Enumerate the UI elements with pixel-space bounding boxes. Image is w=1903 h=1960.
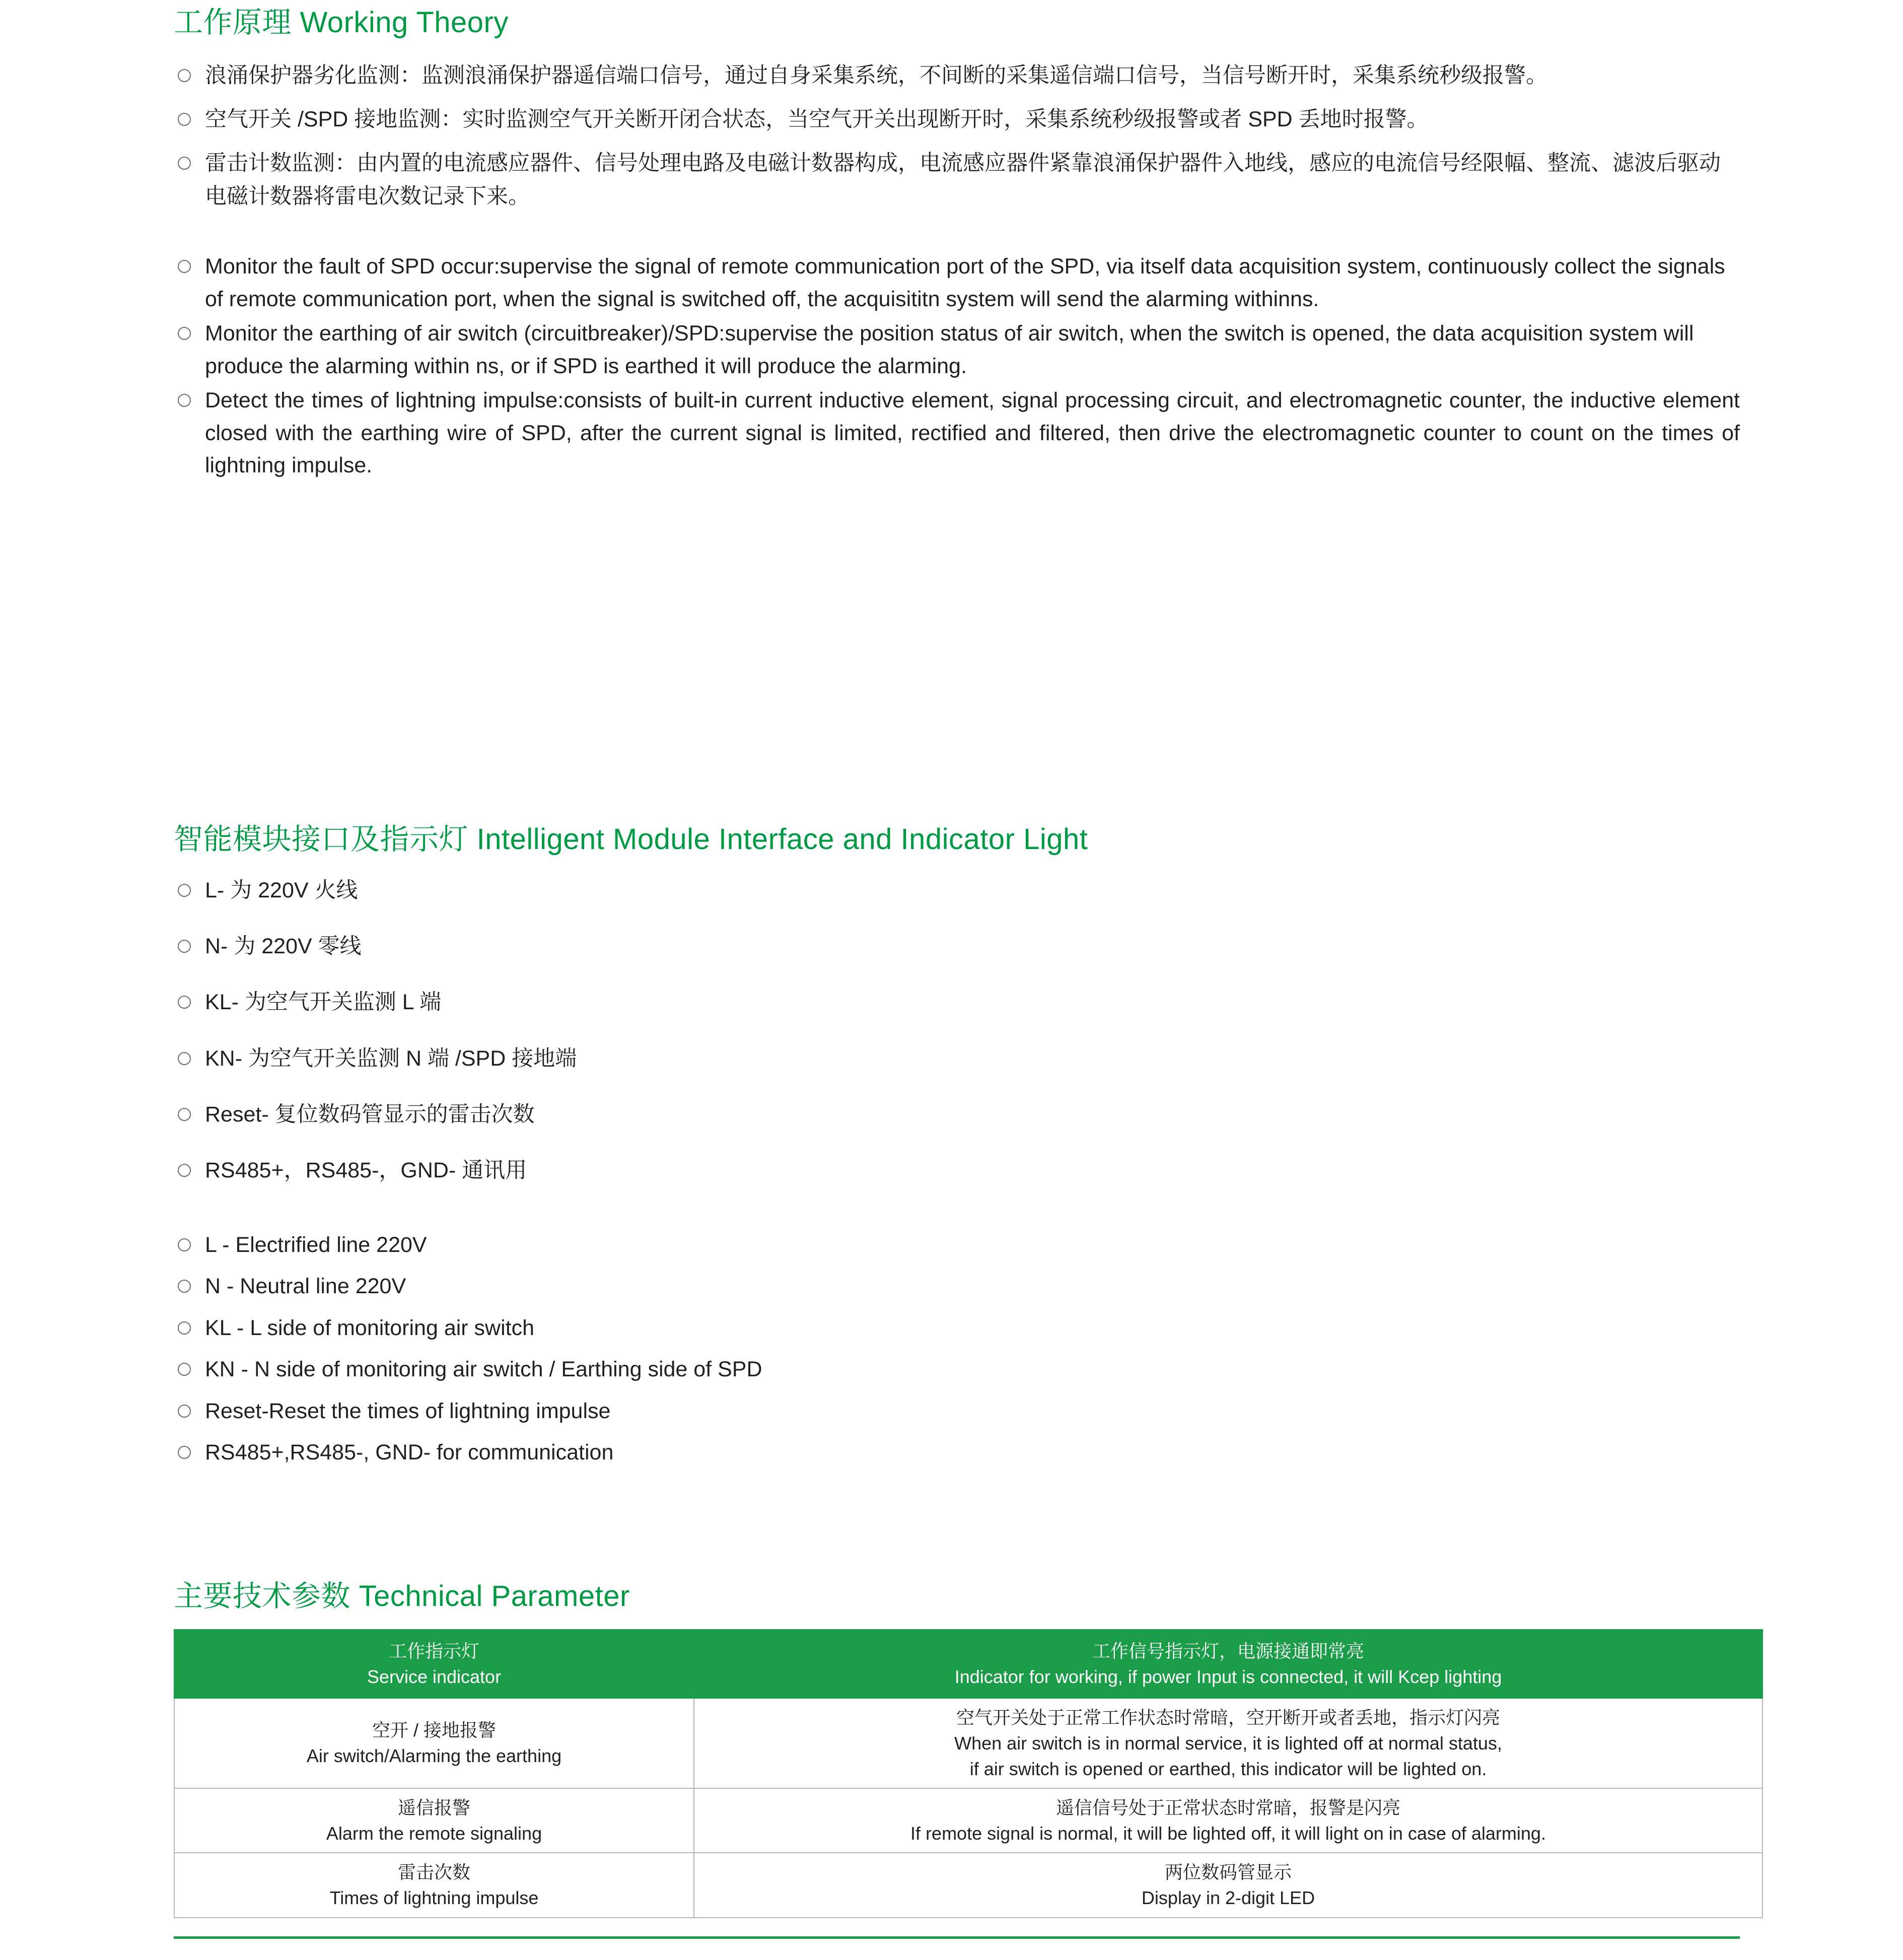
circle-bullet-icon xyxy=(178,327,191,340)
circle-bullet-icon xyxy=(178,940,191,953)
list-item xyxy=(174,317,1740,382)
cell-line-en2: if air switch is opened or earthed, this indicator will be lighted on. xyxy=(969,1759,1487,1780)
list-item xyxy=(174,930,1740,963)
list-item-text: 雷击计数监测：由内置的电流感应器件、信号处理电路及电磁计数器构成，电流感应器件紧靠浪涌保护器件入地线，感应的电流信号经限幅、整流、滤波后驱动电磁计数器将雷电次数记录下来。 xyxy=(205,151,1721,208)
list-item xyxy=(174,1436,1740,1469)
table-cell-indicator-name xyxy=(174,1788,694,1853)
working-theory-title: 工作原理 Working Theory xyxy=(174,6,509,39)
list-item-text: L - Electrified line 220V xyxy=(205,1232,427,1257)
list-item-text: Reset-Reset the times of lightning impulse xyxy=(205,1398,611,1423)
module-interface-title: 智能模块接口及指示灯 Intelligent Module Interface and Indicator Light xyxy=(174,823,1088,856)
circle-bullet-icon xyxy=(178,884,191,897)
table-cell-indicator-name xyxy=(174,1630,694,1698)
list-item xyxy=(174,250,1740,315)
list-item xyxy=(174,1098,1740,1131)
list-item xyxy=(174,1395,1740,1428)
working-theory-en-list xyxy=(174,250,1740,482)
circle-bullet-icon xyxy=(178,1108,191,1121)
circle-bullet-icon xyxy=(178,1052,191,1065)
cell-line-cn: 空气开关处于正常工作状态时常暗，空开断开或者丢地，指示灯闪亮 xyxy=(956,1707,1500,1728)
module-interface-cn-list xyxy=(174,874,1740,1187)
cell-line-en: Indicator for working, if power Input is connected, it will Kcep lighting xyxy=(954,1666,1502,1687)
cell-line-cn: 遥信信号处于正常状态时常暗，报警是闪亮 xyxy=(1055,1797,1400,1818)
list-item-text: Reset- 复位数码管显示的雷击次数 xyxy=(205,1102,535,1127)
section-working-theory xyxy=(174,5,1740,484)
list-item xyxy=(174,103,1740,136)
table-cell-indicator-desc xyxy=(694,1630,1763,1698)
cell-line-en: Times of lightning impulse xyxy=(329,1887,539,1909)
list-item-text: 空气开关 /SPD 接地监测：实时监测空气开关断开闭合状态，当空气开关出现断开时，采集系统秒级报警或者 SPD 丢地时报警。 xyxy=(205,107,1429,131)
list-item-text: KN- 为空气开关监测 N 端 /SPD 接地端 xyxy=(205,1046,577,1071)
list-item-text: KL - L side of monitoring air switch xyxy=(205,1315,535,1340)
circle-bullet-icon xyxy=(178,260,191,273)
cell-line-en: Air switch/Alarming the earthing xyxy=(306,1745,562,1767)
circle-bullet-icon xyxy=(178,394,191,407)
circle-bullet-icon xyxy=(178,996,191,1009)
working-theory-cn-list xyxy=(174,59,1740,213)
list-item xyxy=(174,1154,1740,1187)
circle-bullet-icon xyxy=(178,1238,191,1251)
technical-parameter-title: 主要技术参数 Technical Parameter xyxy=(174,1580,630,1613)
list-item-text: L- 为 220V 火线 xyxy=(205,878,358,902)
cell-line-en: If remote signal is normal, it will be lighted off, it will light on in case of alarming. xyxy=(910,1823,1546,1844)
list-item-text: Detect the times of lightning impulse:consists of built-in current inductive element, signal processing circuit, and electromagnetic counter, the inductive element closed with the earthing wire of SPD, after the current signal is limited, rectified and filtered, then drive the electromagnetic counter to count on the times of lightning impulse. xyxy=(205,388,1740,478)
list-item xyxy=(174,1042,1740,1075)
list-item xyxy=(174,874,1740,907)
cell-line-cn: 两位数码管显示 xyxy=(1164,1862,1292,1883)
cell-line-cn: 工作信号指示灯，电源接通即常亮 xyxy=(1092,1640,1364,1661)
circle-bullet-icon xyxy=(178,69,191,82)
technical-parameter-table xyxy=(174,1629,1763,1918)
list-item xyxy=(174,147,1740,213)
circle-bullet-icon xyxy=(178,1405,191,1418)
list-item xyxy=(174,1229,1740,1262)
circle-bullet-icon xyxy=(178,1363,191,1376)
cell-line-en: When air switch is in normal service, it is lighted off at normal status, xyxy=(954,1732,1502,1754)
table-cell-indicator-name xyxy=(174,1853,694,1917)
cell-line-cn: 遥信报警 xyxy=(397,1797,470,1818)
spacer xyxy=(174,1211,1740,1229)
list-item-text: KL- 为空气开关监测 L 端 xyxy=(205,990,442,1015)
section-module-interface xyxy=(174,822,1740,1478)
list-item xyxy=(174,384,1740,482)
cell-line-en: Display in 2-digit LED xyxy=(1141,1887,1315,1909)
list-item-text: 浪涌保护器劣化监测：监测浪涌保护器遥信端口信号，通过自身采集系统，不间断的采集遥信端口信号，当信号断开时，采集系统秒级报警。 xyxy=(205,63,1547,88)
cell-line-cn: 雷击次数 xyxy=(397,1862,470,1883)
table-row xyxy=(174,1788,1763,1853)
list-item xyxy=(174,986,1740,1019)
bottom-green-rule xyxy=(174,1936,1740,1939)
table-row xyxy=(174,1698,1763,1788)
list-item-text: RS485+,RS485-, GND- for communication xyxy=(205,1440,614,1465)
cell-line-en: Service indicator xyxy=(367,1666,502,1687)
list-item xyxy=(174,59,1740,92)
list-item-text: Monitor the fault of SPD occur:supervise the signal of remote communication port of the SPD, via itself data acquisition system, continuously collect the signals of remote communication port, when the signal is switched off, the acquisititn system will send the alarming withinns. xyxy=(205,254,1725,311)
table-row xyxy=(174,1630,1763,1698)
cell-line-cn: 空开 / 接地报警 xyxy=(372,1720,496,1741)
table-cell-indicator-desc xyxy=(694,1788,1763,1853)
cell-line-en: Alarm the remote signaling xyxy=(326,1823,542,1844)
circle-bullet-icon xyxy=(178,1280,191,1293)
circle-bullet-icon xyxy=(178,157,191,170)
circle-bullet-icon xyxy=(178,1446,191,1459)
list-item xyxy=(174,1312,1740,1345)
spacer xyxy=(174,224,1740,250)
list-item-text: N- 为 220V 零线 xyxy=(205,934,362,958)
section-technical-parameter xyxy=(174,1579,1740,1918)
list-item xyxy=(174,1270,1740,1303)
list-item-text: RS485+，RS485-，GND- 通讯用 xyxy=(205,1158,527,1183)
list-item-text: N - Neutral line 220V xyxy=(205,1274,406,1299)
table-cell-indicator-desc xyxy=(694,1853,1763,1917)
list-item-text: Monitor the earthing of air switch (circuitbreaker)/SPD:supervise the position status of air switch, when the switch is opened, the data acquisition system will produce the alarming within ns, or if SPD is earthed it will produce the alarming. xyxy=(205,321,1694,378)
circle-bullet-icon xyxy=(178,1321,191,1335)
circle-bullet-icon xyxy=(178,113,191,126)
list-item-text: KN - N side of monitoring air switch / Earthing side of SPD xyxy=(205,1357,762,1382)
module-interface-en-list xyxy=(174,1229,1740,1469)
cell-line-cn: 工作指示灯 xyxy=(388,1640,479,1661)
table-cell-indicator-name xyxy=(174,1698,694,1788)
list-item xyxy=(174,1353,1740,1386)
circle-bullet-icon xyxy=(178,1164,191,1177)
table-cell-indicator-desc xyxy=(694,1698,1763,1788)
table-row xyxy=(174,1853,1763,1917)
